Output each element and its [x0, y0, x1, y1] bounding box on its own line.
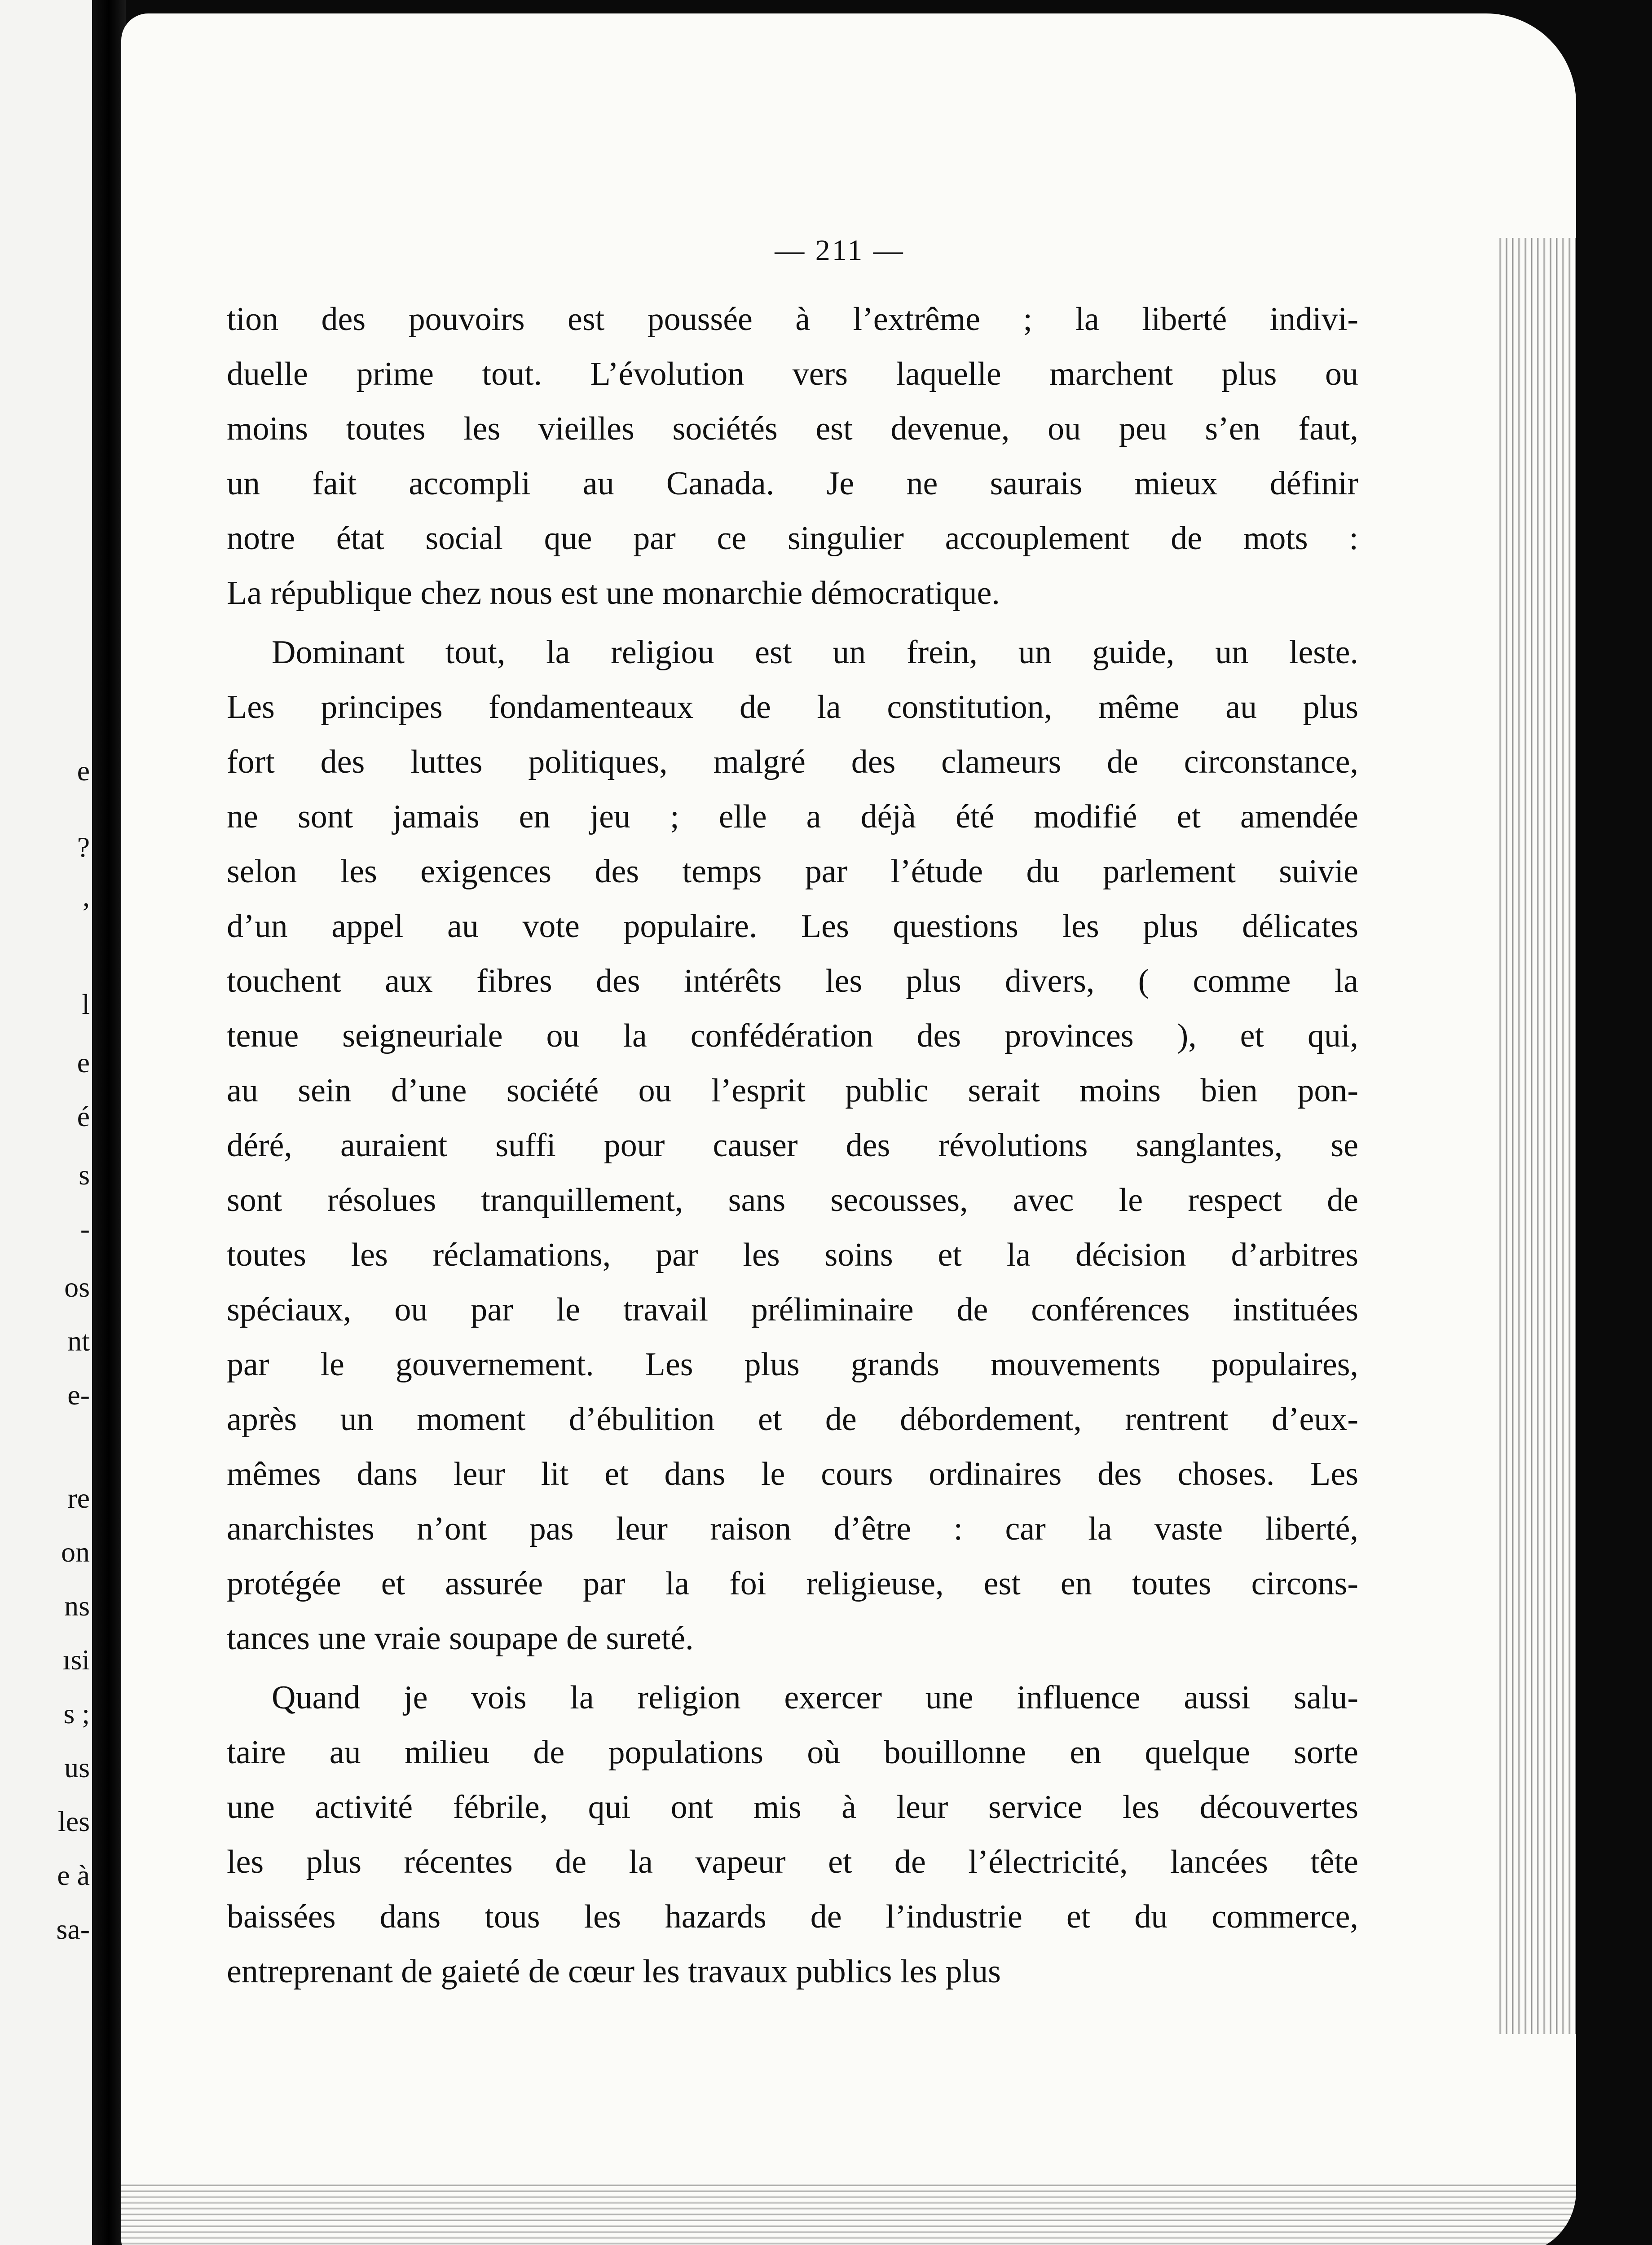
text-line: fort des luttes politiques, malgré des clameurs de circonstance,	[227, 744, 1358, 780]
text-line: déré, auraient suffi pour causer des révolutions sanglantes, se	[227, 1127, 1358, 1164]
text-line: Les principes fondamenteaux de la constitution, même au plus	[227, 689, 1358, 726]
text-line: sont résolues tranquillement, sans secousses, avec le respect de	[227, 1182, 1358, 1219]
text-line: un fait accompli au Canada. Je ne saurais mieux définir	[227, 465, 1358, 502]
page-edge-right	[1495, 238, 1576, 2034]
text-line: toutes les réclamations, par les soins et la décision d’arbitres	[227, 1237, 1358, 1273]
text-line: protégée et assurée par la foi religieuse, est en toutes circons-	[227, 1565, 1358, 1602]
left-page-fragment: -	[80, 1213, 90, 1245]
text-line: duelle prime tout. L’évolution vers laquelle marchent plus ou	[227, 356, 1358, 392]
text-line: spéciaux, ou par le travail préliminaire de conférences instituées	[227, 1291, 1358, 1328]
left-page-fragment: é	[77, 1100, 90, 1132]
text-line: touchent aux fibres des intérêts les plus divers, ( comme la	[227, 963, 1358, 999]
text-line: d’un appel au vote populaire. Les questions les plus délicates	[227, 908, 1358, 945]
text-line: tances une vraie soupape de sureté.	[227, 1620, 694, 1657]
text-line: par le gouvernement. Les plus grands mouvements populaires,	[227, 1346, 1358, 1383]
body-text	[227, 292, 1358, 1999]
paragraph	[227, 292, 1358, 621]
left-page-fragment: ?	[77, 831, 90, 863]
text-line: au sein d’une société ou l’esprit public serait moins bien pon-	[227, 1072, 1358, 1109]
paragraph	[227, 1670, 1358, 1999]
left-page-strip	[0, 0, 92, 2245]
left-page-fragment: e à	[57, 1859, 90, 1891]
left-page-fragment: les	[57, 1805, 90, 1837]
text-line: Dominant tout, la religiou est un frein, un guide, un leste.	[272, 634, 1358, 671]
left-page-fragment: os	[64, 1271, 90, 1303]
paragraph-gap	[227, 621, 1358, 625]
left-page-fragment: s ;	[63, 1698, 90, 1730]
text-line: ne sont jamais en jeu ; elle a déjà été modifié et amendée	[227, 798, 1358, 835]
text-line: une activité fébrile, qui ont mis à leur service les découvertes	[227, 1789, 1358, 1826]
book-spine	[92, 0, 126, 2245]
text-line: entreprenant de gaieté de cœur les travaux publics les plus	[227, 1953, 1001, 1990]
book-page	[121, 13, 1576, 2245]
text-line: Quand je vois la religion exercer une influence aussi salu-	[272, 1679, 1358, 1716]
text-line: moins toutes les vieilles sociétés est devenue, ou peu s’en faut,	[227, 410, 1358, 447]
left-page-fragment: us	[64, 1752, 90, 1783]
left-page-fragment: sa-	[56, 1913, 90, 1945]
left-page-fragment: nt	[67, 1325, 90, 1357]
left-page-fragment: ns	[64, 1590, 90, 1622]
left-page-fragment: l	[82, 988, 90, 1020]
left-page-fragment: ,	[83, 880, 90, 912]
paragraph	[227, 625, 1358, 1666]
text-line: taire au milieu de populations où bouillonne en quelque sorte	[227, 1734, 1358, 1771]
text-line: notre état social que par ce singulier accouplement de mots :	[227, 520, 1358, 557]
left-page-fragment: on	[61, 1536, 90, 1568]
text-line: mêmes dans leur lit et dans le cours ordinaires des choses. Les	[227, 1456, 1358, 1492]
text-line: anarchistes n’ont pas leur raison d’être : car la vaste liberté,	[227, 1510, 1358, 1547]
text-line: La république chez nous est une monarchie démocratique.	[227, 575, 1000, 612]
page-number: — 211 —	[775, 234, 905, 267]
text-line: baissées dans tous les hazards de l’industrie et du commerce,	[227, 1898, 1358, 1935]
left-page-fragment: e-	[67, 1379, 90, 1411]
left-page-fragment: ısi	[62, 1644, 90, 1676]
text-line: tion des pouvoirs est poussée à l’extrême ; la liberté indivi-	[227, 301, 1358, 338]
text-line: les plus récentes de la vapeur et de l’électricité, lancées tête	[227, 1844, 1358, 1880]
left-page-fragment: re	[67, 1482, 90, 1514]
text-line: après un moment d’ébulition et de débordement, rentrent d’eux-	[227, 1401, 1358, 1438]
paragraph-gap	[227, 1666, 1358, 1670]
text-line: selon les exigences des temps par l’étude du parlement suivie	[227, 853, 1358, 890]
left-page-fragment: s	[79, 1159, 90, 1191]
page-edge-bottom	[121, 2182, 1576, 2245]
text-line: tenue seigneuriale ou la confédération des provinces ), et qui,	[227, 1017, 1358, 1054]
left-page-fragment: e	[77, 1047, 90, 1078]
left-page-fragment: e	[77, 755, 90, 787]
